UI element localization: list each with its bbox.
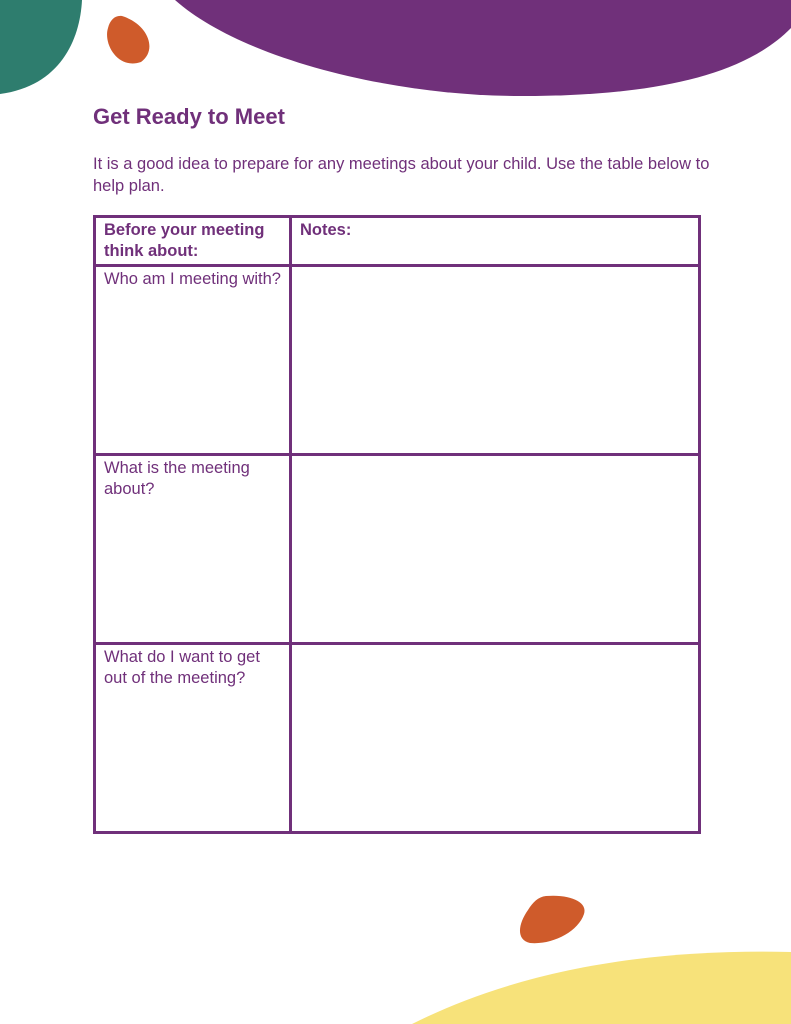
page-title: Get Ready to Meet bbox=[93, 104, 285, 129]
table-row bbox=[95, 455, 700, 644]
green-corner-shape bbox=[0, 0, 82, 94]
yellow-bottom-shape bbox=[412, 952, 791, 1024]
notes-cell[interactable] bbox=[291, 266, 700, 455]
orange-leaf-bottom-shape bbox=[520, 896, 585, 944]
notes-cell[interactable] bbox=[291, 455, 700, 644]
intro-paragraph: It is a good idea to prepare for any meetings about your child. Use the table below to help plan. bbox=[93, 155, 710, 195]
table-header-row bbox=[95, 217, 700, 266]
notes-cell[interactable] bbox=[291, 644, 700, 833]
table-row bbox=[95, 644, 700, 833]
header-notes: Notes: bbox=[291, 217, 700, 266]
orange-leaf-top-shape bbox=[107, 16, 149, 64]
prompt-who-meeting: Who am I meeting with? bbox=[95, 266, 291, 455]
table-row bbox=[95, 266, 700, 455]
meeting-planning-table bbox=[93, 215, 701, 834]
prompt-meeting-about: What is the meeting about? bbox=[95, 455, 291, 644]
prompt-want-from-meeting: What do I want to get out of the meeting? bbox=[95, 644, 291, 833]
header-before-meeting: Before your meeting think about: bbox=[95, 217, 291, 266]
purple-top-shape bbox=[175, 0, 791, 96]
